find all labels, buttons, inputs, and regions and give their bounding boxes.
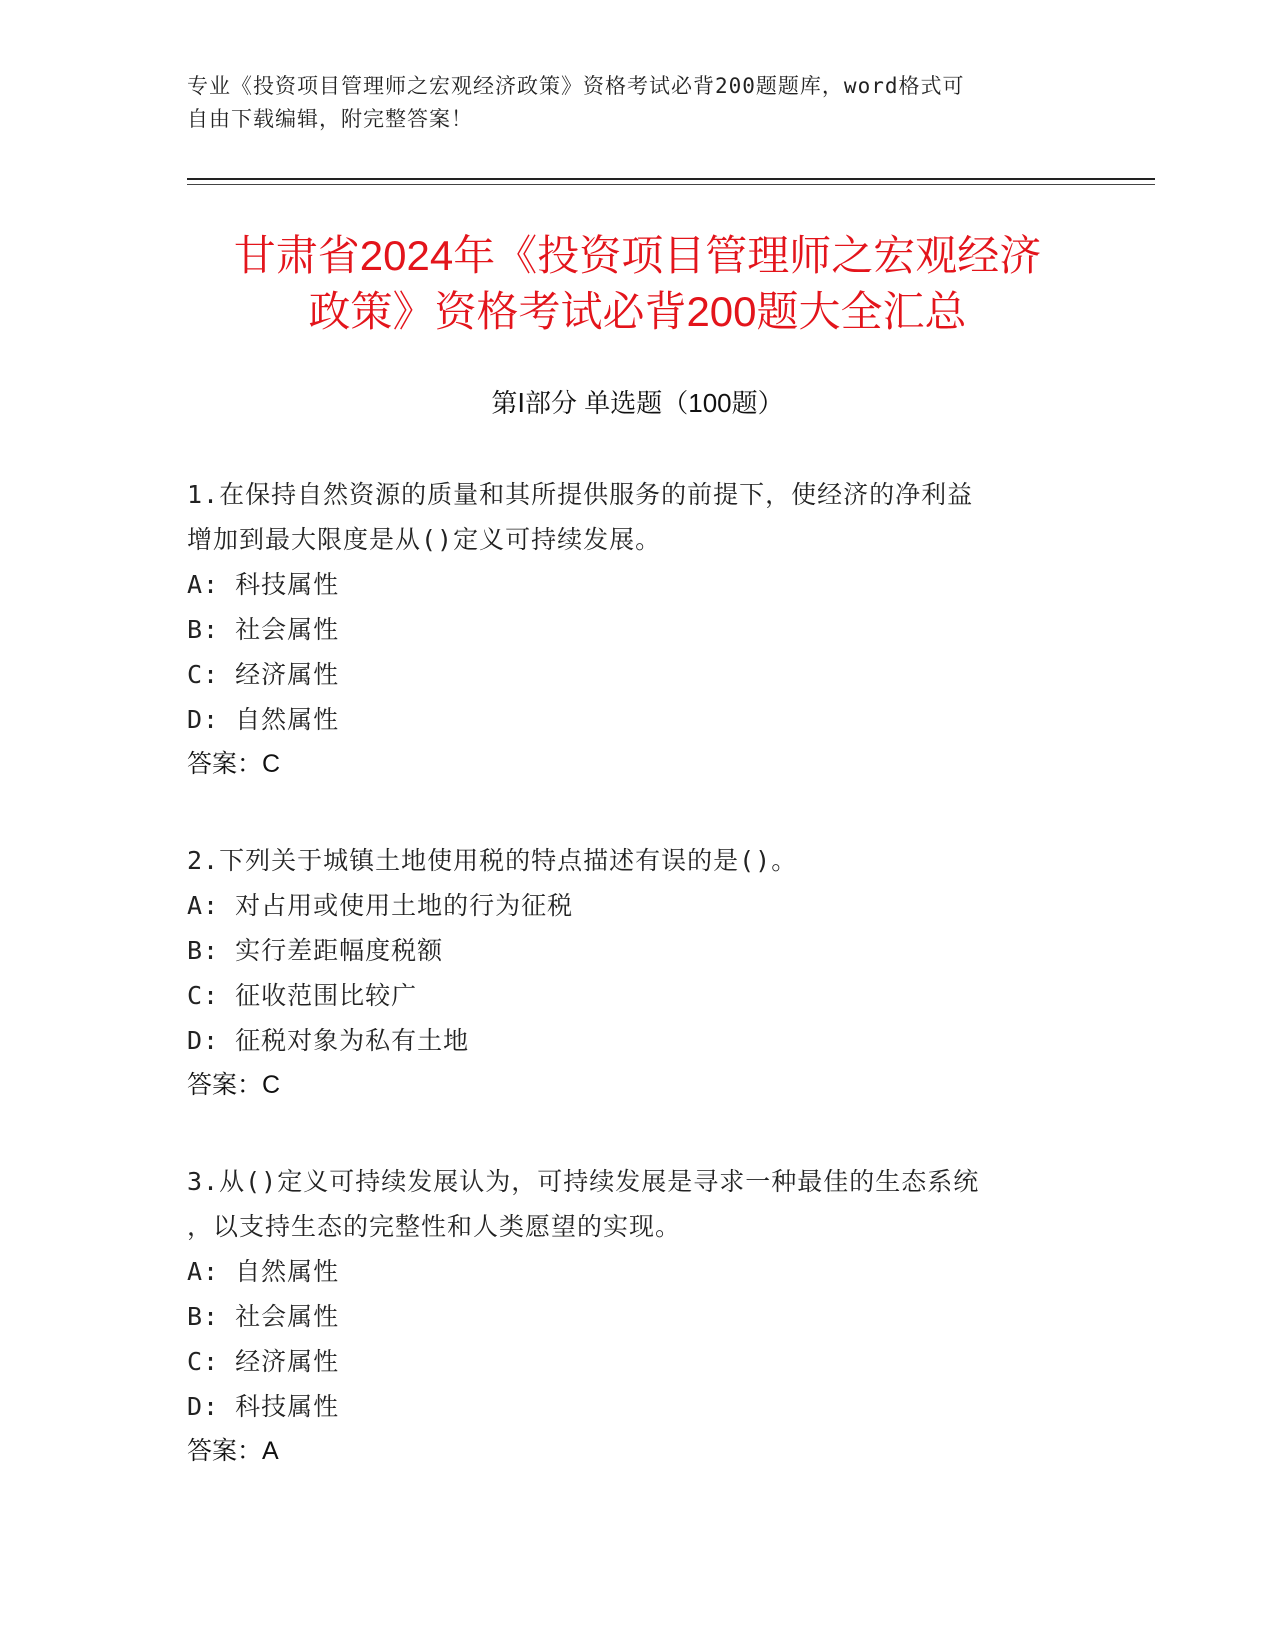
question-2 xyxy=(187,838,1087,1108)
option-c: C: 经济属性 xyxy=(187,660,340,689)
answer-line: 答案：C xyxy=(187,1071,281,1099)
question-3 xyxy=(187,1159,1087,1474)
option-a: A: 自然属性 xyxy=(187,1257,340,1286)
question-stem-line: 1.在保持自然资源的质量和其所提供服务的前提下，使经济的净利益 xyxy=(187,480,974,509)
option-b: B: 社会属性 xyxy=(187,615,340,644)
option-b: B: 社会属性 xyxy=(187,1302,340,1331)
question-1 xyxy=(187,472,1087,787)
option-d: D: 科技属性 xyxy=(187,1392,340,1421)
title-line-2: 政策》资格考试必背200题大全汇总 xyxy=(308,288,967,335)
question-stem-line: ，以支持生态的完整性和人类愿望的实现。 xyxy=(187,1212,682,1241)
question-stem-line: 2.下列关于城镇土地使用税的特点描述有误的是()。 xyxy=(187,846,798,875)
question-stem-line: 3.从()定义可持续发展认为，可持续发展是寻求一种最佳的生态系统 xyxy=(187,1167,980,1196)
question-stem-line: 增加到最大限度是从()定义可持续发展。 xyxy=(187,525,662,554)
option-d: D: 自然属性 xyxy=(187,705,340,734)
option-a: A: 科技属性 xyxy=(187,570,340,599)
answer-line: 答案：A xyxy=(187,1437,279,1465)
header-divider xyxy=(187,178,1155,185)
document-header-note xyxy=(187,70,1067,136)
header-note-line-2: 自由下载编辑，附完整答案！ xyxy=(187,107,473,131)
answer-line: 答案：C xyxy=(187,750,281,778)
header-note-line-1: 专业《投资项目管理师之宏观经济政策》资格考试必背200题题库，word格式可 xyxy=(187,74,965,98)
option-a: A: 对占用或使用土地的行为征税 xyxy=(187,891,574,920)
section-heading: 第Ⅰ部分 单选题（100题） xyxy=(491,388,784,418)
option-d: D: 征税对象为私有土地 xyxy=(187,1026,470,1055)
option-c: C: 征收范围比较广 xyxy=(187,981,418,1010)
divider-thick-line xyxy=(187,178,1155,180)
divider-thin-line xyxy=(187,184,1155,185)
option-c: C: 经济属性 xyxy=(187,1347,340,1376)
option-b: B: 实行差距幅度税额 xyxy=(187,936,444,965)
document-title xyxy=(150,228,1125,340)
title-line-1: 甘肃省2024年《投资项目管理师之宏观经济 xyxy=(233,232,1042,279)
